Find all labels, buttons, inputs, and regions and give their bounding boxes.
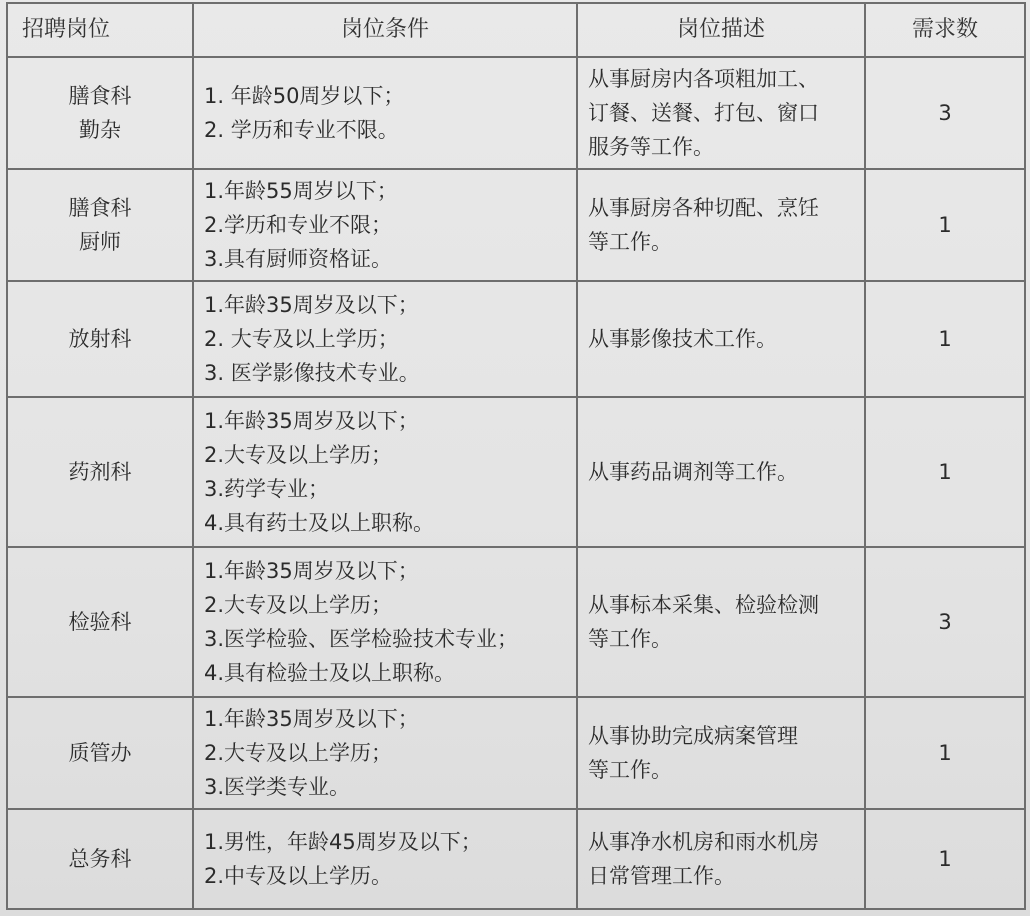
- cell-post: [7, 397, 193, 547]
- cell-post: [7, 57, 193, 169]
- description-line: 等工作。: [588, 758, 672, 782]
- description-line: 日常管理工作。: [588, 864, 735, 888]
- cell-requirements: [193, 57, 577, 169]
- post-name-line: 质管办: [68, 741, 132, 765]
- cell-count: 3: [865, 57, 1025, 169]
- cell-description: [577, 57, 865, 169]
- cell-post: [7, 547, 193, 697]
- cell-post: [7, 809, 193, 909]
- header-post: 招聘岗位: [7, 3, 193, 57]
- description-line: 从事药品调剂等工作。: [588, 460, 798, 484]
- table-row: [7, 57, 1025, 169]
- cell-count: 1: [865, 809, 1025, 909]
- description-line: 等工作。: [588, 230, 672, 254]
- requirement-line: 3.医学检验、医学检验技术专业；: [204, 627, 519, 651]
- requirement-line: 2.大专及以上学历；: [204, 443, 393, 467]
- table-row: [7, 397, 1025, 547]
- description-line: 从事协助完成病案管理: [588, 724, 798, 748]
- table-row: [7, 281, 1025, 397]
- post-name-line: 膳食科: [68, 196, 132, 220]
- requirement-line: 1.男性，年龄45周岁及以下；: [204, 830, 482, 854]
- cell-description: [577, 169, 865, 281]
- requirement-line: 3.具有厨师资格证。: [204, 247, 393, 271]
- cell-requirements: [193, 697, 577, 809]
- cell-description: [577, 547, 865, 697]
- table-body: [7, 57, 1025, 909]
- post-name-line: 药剂科: [68, 460, 132, 484]
- cell-post: [7, 169, 193, 281]
- requirement-line: 3.医学类专业。: [204, 775, 351, 799]
- requirement-line: 2.大专及以上学历；: [204, 741, 393, 765]
- requirement-line: 2. 大专及以上学历；: [204, 327, 399, 351]
- table-row: [7, 697, 1025, 809]
- header-row: [7, 3, 1025, 57]
- requirement-line: 4.具有药士及以上职称。: [204, 511, 435, 535]
- cell-description: [577, 809, 865, 909]
- requirement-line: 1.年龄35周岁及以下；: [204, 293, 419, 317]
- cell-requirements: [193, 809, 577, 909]
- requirement-line: 4.具有检验士及以上职称。: [204, 661, 456, 685]
- description-line: 从事影像技术工作。: [588, 327, 777, 351]
- cell-post: [7, 281, 193, 397]
- recruitment-table: [6, 2, 1026, 910]
- requirement-line: 2.中专及以上学历。: [204, 864, 393, 888]
- requirement-line: 1.年龄35周岁及以下；: [204, 707, 419, 731]
- table-row: [7, 547, 1025, 697]
- cell-count: 1: [865, 281, 1025, 397]
- cell-description: [577, 697, 865, 809]
- requirement-line: 3. 医学影像技术专业。: [204, 361, 420, 385]
- table-row: [7, 169, 1025, 281]
- requirement-line: 3.药学专业；: [204, 477, 330, 501]
- description-line: 从事厨房各种切配、烹饪: [588, 196, 819, 220]
- requirement-line: 1.年龄35周岁及以下；: [204, 409, 419, 433]
- cell-requirements: [193, 169, 577, 281]
- cell-count: 1: [865, 697, 1025, 809]
- cell-count: 1: [865, 169, 1025, 281]
- description-line: 从事厨房内各项粗加工、: [588, 67, 819, 91]
- requirement-line: 1. 年龄50周岁以下；: [204, 84, 405, 108]
- cell-description: [577, 397, 865, 547]
- requirement-line: 2.学历和专业不限；: [204, 213, 393, 237]
- cell-count: 3: [865, 547, 1025, 697]
- description-line: 订餐、送餐、打包、窗口: [588, 101, 819, 125]
- table-row: [7, 809, 1025, 909]
- post-name-line: 勤杂: [79, 118, 121, 142]
- cell-count: 1: [865, 397, 1025, 547]
- header-count: 需求数: [865, 3, 1025, 57]
- cell-requirements: [193, 397, 577, 547]
- requirement-line: 2. 学历和专业不限。: [204, 118, 399, 142]
- cell-requirements: [193, 281, 577, 397]
- description-line: 服务等工作。: [588, 135, 714, 159]
- description-line: 等工作。: [588, 627, 672, 651]
- post-name-line: 放射科: [68, 327, 132, 351]
- post-name-line: 膳食科: [68, 84, 132, 108]
- header-description: 岗位描述: [577, 3, 865, 57]
- requirement-line: 1.年龄35周岁及以下；: [204, 559, 419, 583]
- cell-requirements: [193, 547, 577, 697]
- header-requirements: 岗位条件: [193, 3, 577, 57]
- post-name-line: 厨师: [79, 230, 121, 254]
- description-line: 从事标本采集、检验检测: [588, 593, 819, 617]
- description-line: 从事净水机房和雨水机房: [588, 830, 819, 854]
- requirement-line: 1.年龄55周岁以下；: [204, 179, 398, 203]
- post-name-line: 检验科: [68, 610, 132, 634]
- post-name-line: 总务科: [68, 847, 132, 871]
- requirement-line: 2.大专及以上学历；: [204, 593, 393, 617]
- cell-post: [7, 697, 193, 809]
- cell-description: [577, 281, 865, 397]
